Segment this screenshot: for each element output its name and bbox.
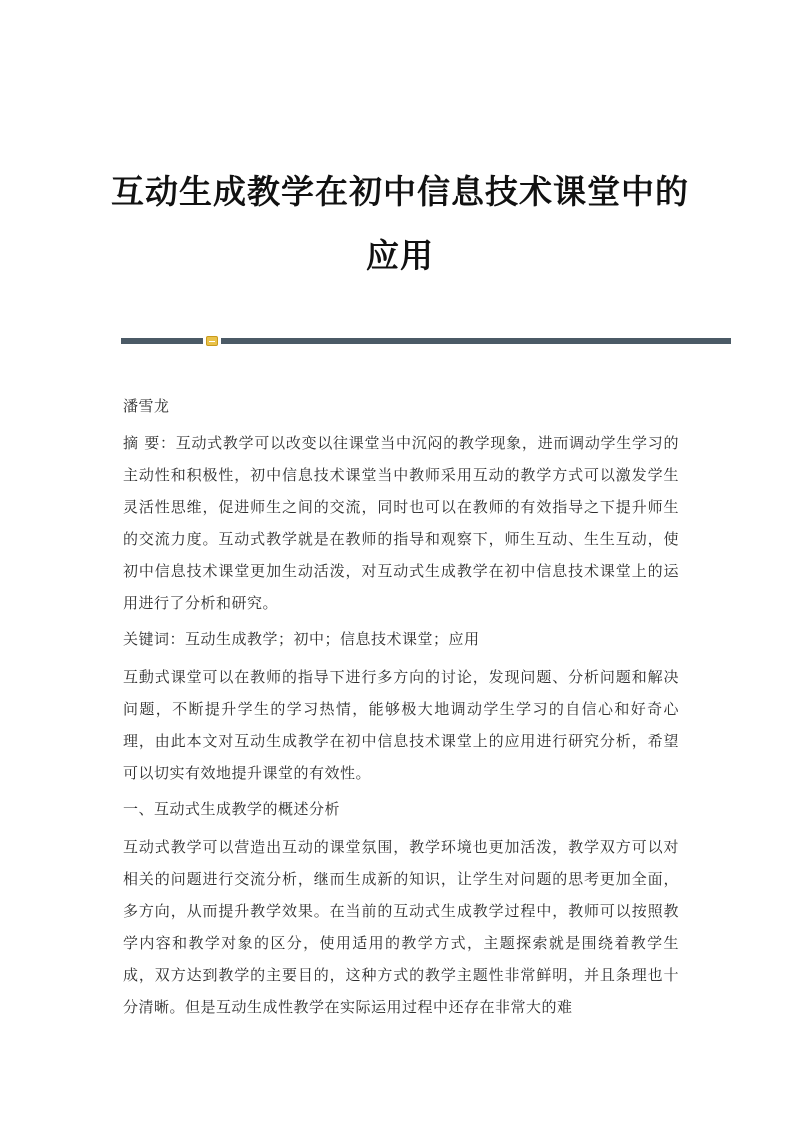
intro-paragraph: 互動式课堂可以在教师的指导下进行多方向的讨论，发现问题、分析问题和解决问题，不断提升学生的学习热情，能够极大地调动学生学习的自信心和好奇心理，由此本文对互动生成教学在初中信息技术课堂上的应用进行研究分析，希望可以切实有效地提升课堂的有效性。 <box>123 668 679 782</box>
body-paragraph: 互动式教学可以营造出互动的课堂氛围，教学环境也更加活泼，教学双方可以对相关的问题进行交流分析，继而生成新的知识，让学生对问题的思考更加全面，多方向，从而提升教学效果。在当前的互动式生成教学过程中，教师可以按照教学内容和教学对象的区分，使用适用的教学方式，主题探索就是围绕着教学生成，双方达到教学的主要目的，这种方式的教学主题性非常鲜明，并且条理也十分清晰。但是互动生成性教学在实际运用过程中还存在非常大的难 <box>123 838 679 1016</box>
document-body <box>123 390 679 1023</box>
title-divider <box>121 336 731 344</box>
divider-bar-right <box>221 338 731 344</box>
divider-bar-left <box>121 338 203 344</box>
author-name: 潘雪龙 <box>123 397 170 415</box>
document-title: 互动生成教学在初中信息技术课堂中的应用 <box>111 172 689 275</box>
keywords-line: 关键词：互动生成教学；初中；信息技术课堂；应用 <box>123 630 480 648</box>
section-heading: 一、互动式生成教学的概述分析 <box>123 800 341 818</box>
divider-mark-icon <box>206 336 218 346</box>
abstract-paragraph: 摘 要：互动式教学可以改变以往课堂当中沉闷的教学现象，进而调动学生学习的主动性和积极性，初中信息技术课堂当中教师采用互动的教学方式可以激发学生灵活性思维，促进师生之间的交流，同时也可以在教师的有效指导之下提升师生的交流力度。互动式教学就是在教师的指导和观察下，师生互动、生生互动，使初中信息技术课堂更加生动活泼，对互动式生成教学在初中信息技术课堂上的运用进行了分析和研究。 <box>123 434 679 612</box>
